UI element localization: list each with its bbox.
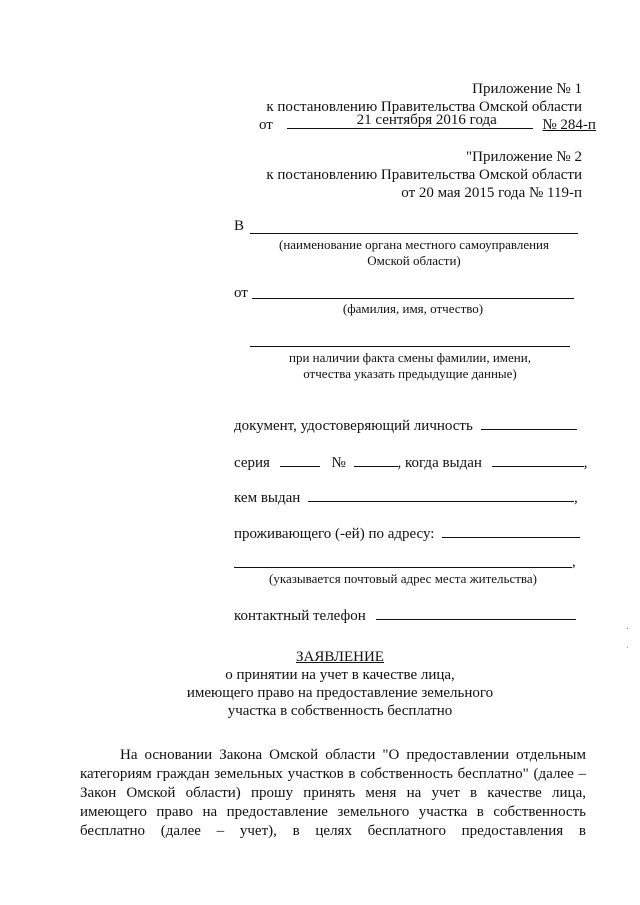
- address-label: проживающего (-ей) по адресу:: [234, 526, 435, 542]
- appendix-1-date-line: [259, 114, 596, 134]
- from-hint: (фамилия, имя, отчество): [342, 301, 484, 316]
- number-field[interactable]: [354, 452, 398, 467]
- address-line-2[interactable]: [234, 567, 572, 568]
- appendix-1-reference: к постановлению Правительства Омской области: [266, 99, 582, 115]
- appendix-2-title: "Приложение № 2: [466, 149, 582, 165]
- change-hint-2: отчества указать предыдущие данные): [303, 366, 517, 381]
- issued-by-row: [234, 487, 578, 507]
- issued-when-label: , когда выдан: [397, 455, 482, 471]
- comma: ,: [574, 490, 578, 506]
- to-field-line[interactable]: [250, 233, 578, 234]
- issued-by-label: кем выдан: [234, 490, 301, 506]
- previous-name-line[interactable]: [250, 346, 570, 347]
- phone-label: контактный телефон: [234, 608, 366, 624]
- id-document-label: документ, удостоверяющий личность: [234, 418, 473, 434]
- scan-mark: [627, 647, 628, 648]
- decree-date: 21 сентября 2016 года: [356, 112, 497, 128]
- from-label: от: [259, 117, 273, 133]
- statement-subtitle-1: о принятии на учет в качестве лица,: [225, 667, 455, 683]
- date-underline: [287, 114, 533, 129]
- body-line: категориям граждан земельных участков в собственность бесплатно" (далее –: [80, 766, 586, 782]
- address-field[interactable]: [442, 523, 580, 538]
- decree-number: № 284-п: [542, 117, 596, 133]
- body-line: имеющего право на предоставление земельного участка в собственность: [80, 804, 586, 820]
- change-hint-1: при наличии факта смены фамилии, имени,: [289, 350, 531, 365]
- id-document-row: [234, 415, 577, 435]
- statement-heading: [40, 648, 640, 666]
- to-label: В: [234, 218, 245, 234]
- issued-by-field[interactable]: [308, 487, 574, 502]
- statement-subtitle-3: участка в собственность бесплатно: [227, 703, 453, 719]
- comma: ,: [572, 554, 576, 570]
- appendix-2-reference: к постановлению Правительства Омской области: [266, 167, 582, 183]
- body-paragraph: [80, 746, 586, 841]
- to-hint-1: (наименование органа местного самоуправления: [279, 237, 549, 252]
- statement-subtitle-2: имеющего право на предоставление земельного: [186, 685, 494, 701]
- body-line: бесплатно (далее – учет), в целях бесплатного предоставления в: [80, 823, 586, 839]
- statement-heading-text: ЗАЯВЛЕНИЕ: [296, 649, 384, 665]
- address-row: [234, 523, 580, 543]
- appendix-1-title: Приложение № 1: [472, 81, 582, 97]
- body-line: Закон Омской области) прошу принять меня на учет в качестве лица,: [80, 785, 586, 801]
- phone-field[interactable]: [376, 605, 576, 620]
- from-field-line[interactable]: [252, 298, 574, 299]
- body-line: На основании Закона Омской области "О предоставлении отдельным: [120, 747, 586, 763]
- series-row: [234, 452, 587, 472]
- id-document-field[interactable]: [481, 415, 577, 430]
- phone-row: [234, 605, 576, 625]
- scan-mark: [627, 628, 628, 629]
- address-hint: (указывается почтовый адрес места жительства): [269, 571, 537, 586]
- appendix-2-date-line: от 20 мая 2015 года № 119-п: [401, 185, 582, 201]
- series-field[interactable]: [280, 452, 320, 467]
- from-label: от: [234, 285, 248, 301]
- number-label: №: [331, 455, 346, 471]
- issued-when-field[interactable]: [492, 452, 584, 467]
- comma: ,: [583, 455, 588, 471]
- to-hint-2: Омской области): [367, 253, 461, 268]
- series-label: серия: [234, 455, 270, 471]
